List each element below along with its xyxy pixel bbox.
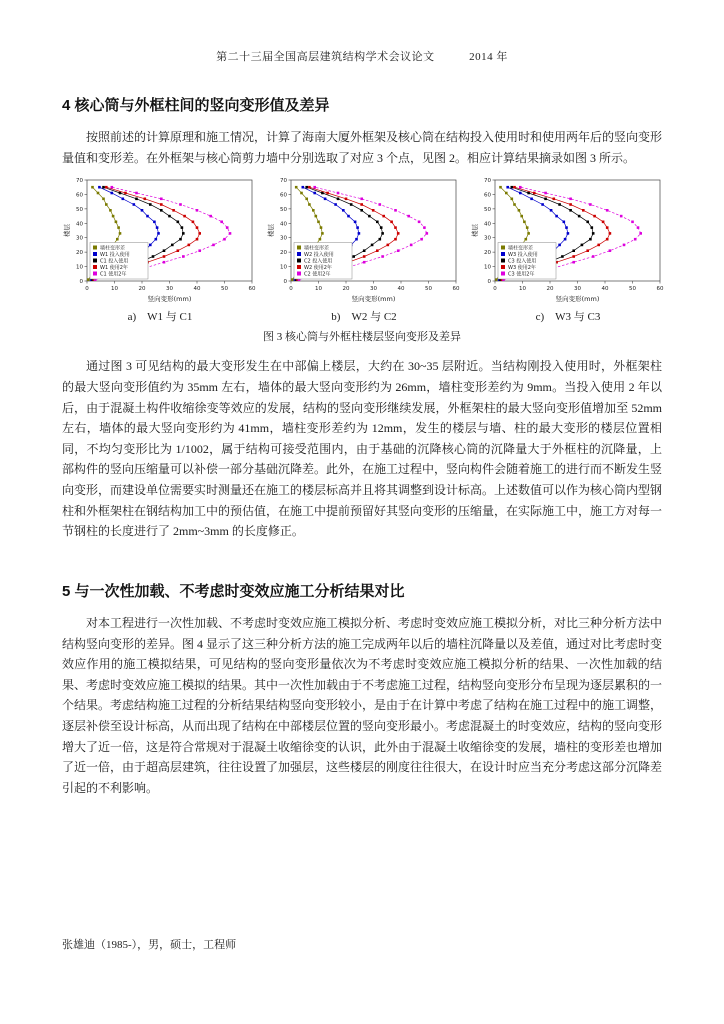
subcaption-b: b) W2 与 C2	[331, 311, 397, 324]
section-4-paragraph-1: 按照前述的计算原理和施工情况，计算了海南大厦外框架及核心筒在结构投入使用时和使用两年后的竖向变形量值和变形差。在外框架与核心筒剪力墙中分别选取了对应 3 个点，见图 2。相应计算结果摘录如图 3 所示。	[62, 130, 663, 165]
svg-text:W2 投入使用: W2 投入使用	[304, 252, 334, 259]
svg-text:20: 20	[138, 286, 146, 293]
svg-text:40: 40	[76, 221, 83, 228]
svg-text:W2 使用2年: W2 使用2年	[304, 265, 332, 272]
section-4-paragraph-2: 通过图 3 可见结构的最大变形发生在中部偏上楼层，大约在 30~35 层附近。当结构刚投入使用时，外框架柱的最大竖向变形值约为 35mm 左右，墙体的最大竖向变形约为 26mm，墙柱变形差约为 9mm。当投入使用 2 年以后，由于混凝土构件收缩徐变等效应的发展，结构的竖向变形继续发展，外框架柱的最大竖向变形值增加至 52mm 左右，墙体的最大竖向变形约为 41mm，墙柱变形差约为 12mm，发生的楼层与墙、柱的最大变形的楼层位置相同，不均匀变形比为 1/1002，属于结构可接受范围内，由于基础的沉降核心筒的沉降量大于外框柱的沉降量，上部构件的竖向压缩量可以补偿一部分基础沉降差。此外，在施工过程中，竖向构件会随着施工的进行而不断发生竖向变形，而建设单位需要实时测量还在施工的楼层标高并且将其调整到设计标高。上述数值可以作为核心筒内型钢柱和外框架柱在钢结构加工中的预估值，在施工中提前预留好其竖向变形的压缩量，在实际施工中，施工方对每一节钢柱的长度进行了 2mm~3mm 的长度修正。	[62, 359, 663, 539]
vertical-deformation-chart-w3c3	[470, 176, 666, 304]
svg-text:20: 20	[342, 286, 350, 293]
svg-text:10: 10	[315, 286, 322, 293]
svg-text:C1 投入使用: C1 投入使用	[100, 258, 129, 265]
svg-text:30: 30	[370, 286, 377, 293]
svg-text:10: 10	[111, 286, 118, 293]
svg-text:40: 40	[484, 221, 491, 228]
vertical-deformation-chart-w2c2	[266, 176, 462, 304]
svg-text:50: 50	[76, 207, 83, 214]
conference-header: 第二十三届全国高层建筑结构学术会议论文 2014 年	[216, 51, 508, 63]
svg-text:40: 40	[280, 221, 287, 228]
svg-text:竖向变形(mm): 竖向变形(mm)	[351, 295, 396, 304]
svg-text:C2 投入使用: C2 投入使用	[304, 258, 333, 265]
svg-text:W3 使用2年: W3 使用2年	[508, 265, 536, 272]
svg-text:楼层: 楼层	[63, 224, 71, 238]
svg-text:0: 0	[289, 286, 293, 293]
svg-text:60: 60	[656, 286, 664, 293]
svg-text:20: 20	[280, 250, 287, 257]
svg-text:60: 60	[248, 286, 256, 293]
svg-text:70: 70	[484, 178, 491, 185]
svg-text:60: 60	[452, 286, 460, 293]
svg-text:70: 70	[280, 178, 287, 185]
svg-text:40: 40	[397, 286, 405, 293]
svg-text:10: 10	[76, 264, 83, 271]
svg-text:30: 30	[166, 286, 173, 293]
svg-text:10: 10	[280, 264, 287, 271]
svg-text:50: 50	[280, 207, 287, 214]
svg-text:20: 20	[484, 250, 491, 257]
svg-text:60: 60	[280, 192, 287, 199]
svg-text:墙柱变形差: 墙柱变形差	[304, 245, 330, 252]
svg-text:10: 10	[484, 264, 491, 271]
svg-text:20: 20	[76, 250, 83, 257]
svg-text:C3 使用2年: C3 使用2年	[508, 271, 535, 278]
svg-text:竖向变形(mm): 竖向变形(mm)	[147, 295, 192, 304]
figure-3-charts-row	[62, 176, 662, 324]
svg-text:W1 使用2年: W1 使用2年	[100, 265, 128, 272]
svg-text:墙柱变形差: 墙柱变形差	[100, 245, 126, 252]
chart-w1-c1	[62, 176, 258, 324]
svg-text:40: 40	[601, 286, 609, 293]
svg-text:楼层: 楼层	[267, 224, 275, 238]
section-5-paragraph-1: 对本工程进行一次性加载、不考虑时变效应施工模拟分析、考虑时变效应施工模拟分析，对比三种分析方法中结构竖向变形的差异。图 4 显示了这三种分析方法的施工完成两年以后的墙柱沉降量以及差值，通过对比考虑时变效应作用的施工模拟结果，可见结构的竖向变形量依次为不考虑时变效应施工模拟分析的结果、一次性加载的结果、考虑时变效应施工模拟的结果。其中一次性加载由于不考虑施工过程，结构竖向变形分布呈现为逐层累积的一个结果。考虑结构施工过程的分析结果结构竖向变形较小，是由于在计算中考虑了结构在施工过程中的施工调整，逐层补偿至设计标高，从而出现了结构在中部楼层位置的竖向变形最小。考虑混凝土的时变效应，结构的竖向变形增大了近一倍，这是符合常规对于混凝土收缩徐变的认识，此外由于混凝土收缩徐变的发展，墙柱的变形差也增加了近一倍，由于超高层建筑，往往设置了加强层，这些楼层的刚度往往很大，在设计时应当充分考虑这部分沉降差引起的不利影响。	[62, 615, 663, 795]
subcaption-c: c) W3 与 C3	[535, 311, 601, 324]
svg-text:C1 使用2年: C1 使用2年	[100, 271, 127, 278]
svg-text:50: 50	[425, 286, 432, 293]
svg-text:20: 20	[546, 286, 554, 293]
chart-w2-c2	[266, 176, 462, 324]
svg-text:0: 0	[85, 286, 89, 293]
subcaption-a: a) W1 与 C1	[127, 311, 193, 324]
svg-text:C2 使用2年: C2 使用2年	[304, 271, 331, 278]
svg-text:50: 50	[221, 286, 228, 293]
svg-text:40: 40	[193, 286, 201, 293]
figure-3	[62, 176, 662, 344]
svg-text:70: 70	[76, 178, 83, 185]
svg-text:0: 0	[79, 279, 83, 286]
section-spacer	[62, 550, 662, 564]
svg-text:30: 30	[484, 235, 491, 242]
svg-text:30: 30	[76, 235, 83, 242]
svg-text:50: 50	[484, 207, 491, 214]
svg-text:0: 0	[283, 279, 287, 286]
svg-text:60: 60	[76, 192, 83, 199]
section-5-heading: 5 与一次性加载、不考虑时变效应施工分析结果对比	[62, 582, 405, 600]
vertical-deformation-chart-w1c1	[62, 176, 258, 304]
svg-text:30: 30	[574, 286, 581, 293]
svg-text:0: 0	[487, 279, 491, 286]
svg-text:60: 60	[484, 192, 491, 199]
svg-text:0: 0	[493, 286, 497, 293]
figure-3-caption: 图 3 核心筒与外框柱楼层竖向变形及差异	[263, 331, 461, 344]
section-4-heading: 4 核心筒与外框柱间的竖向变形值及差异	[62, 97, 330, 114]
author-footnote: 张雄迪（1985-），男，硕士，工程师	[62, 939, 237, 951]
svg-text:竖向变形(mm): 竖向变形(mm)	[555, 295, 600, 304]
svg-text:W3 投入使用: W3 投入使用	[508, 252, 538, 259]
svg-text:10: 10	[519, 286, 526, 293]
svg-text:W1 投入使用: W1 投入使用	[100, 252, 130, 259]
svg-text:墙柱变形差: 墙柱变形差	[508, 245, 534, 252]
svg-text:50: 50	[629, 286, 636, 293]
svg-text:C3 投入使用: C3 投入使用	[508, 258, 537, 265]
svg-text:30: 30	[280, 235, 287, 242]
svg-text:楼层: 楼层	[471, 224, 479, 238]
chart-w3-c3	[470, 176, 666, 324]
